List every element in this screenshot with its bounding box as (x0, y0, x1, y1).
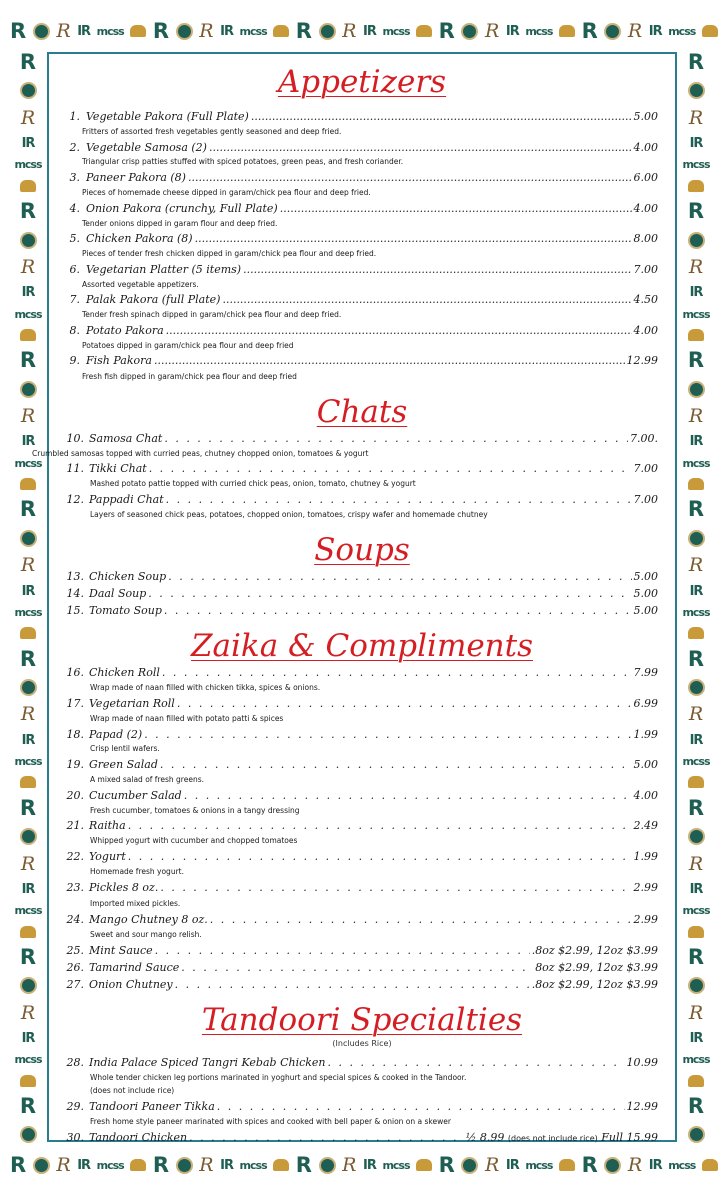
item-description: Fresh fish dipped in garam/chick pea flour and deep fried (82, 372, 297, 381)
border-r-logo-icon: R (687, 1094, 705, 1119)
border-roundel-icon (319, 1157, 336, 1174)
item-description: Potatoes dipped in garam/chick pea flour and deep fried (82, 341, 294, 350)
border-script-r-icon: R (342, 19, 357, 42)
item-description: Imported mixed pickles. (90, 899, 181, 908)
border-roundel-icon (688, 679, 705, 696)
border-tower-logo-icon: IR (689, 434, 703, 450)
border-boat-icon (688, 627, 704, 639)
menu-item: 20. Cucumber Salad . . . 4.00 (56, 789, 658, 805)
border-r-logo-icon: R (687, 497, 705, 522)
border-script-r-icon: R (688, 1001, 704, 1024)
border-boat-icon (273, 25, 289, 37)
section-title-appetizers: Appetizers (277, 64, 447, 100)
border-roundel-icon (20, 82, 37, 99)
border-tower-logo-icon: IR (363, 1157, 376, 1173)
border-roundel-icon (20, 381, 37, 398)
menu-item: 28. India Palace Spiced Tangri Kebab Chicken . . . 10.99 (56, 1056, 658, 1072)
menu-item: 4. Onion Pakora (crunchy, Full Plate) ..... 4.00 (56, 202, 658, 218)
border-tower-logo-icon: IR (21, 1031, 35, 1047)
border-tower-logo-icon: IR (689, 881, 703, 897)
border-tower-logo-icon: IR (21, 136, 35, 152)
border-boat-icon (416, 1159, 432, 1171)
border-boat-icon (416, 25, 432, 37)
border-roundel-icon (688, 1126, 705, 1143)
border-mcss-logo-icon: mcss (382, 1158, 410, 1172)
border-boat-icon (20, 329, 36, 341)
item-description: Crisp lentil wafers. (90, 744, 160, 753)
border-mcss-logo-icon: mcss (96, 1158, 124, 1172)
border-r-logo-icon: R (687, 348, 705, 373)
border-mcss-logo-icon: mcss (14, 158, 42, 172)
border-mcss-logo-icon: mcss (682, 158, 710, 172)
border-boat-icon (559, 1159, 575, 1171)
border-script-r-icon: R (20, 255, 36, 278)
border-mcss-logo-icon: mcss (682, 1053, 710, 1067)
border-tower-logo-icon: IR (689, 1031, 703, 1047)
border-r-logo-icon: R (19, 497, 37, 522)
border-script-r-icon: R (56, 19, 71, 42)
menu-item: 26. Tamarind Sauce . . . 8oz $2.99, 12oz $3.99 (56, 961, 658, 977)
border-tower-logo-icon: IR (21, 732, 35, 748)
border-tower-logo-icon: IR (648, 1157, 662, 1173)
menu-item: 11. Tikki Chat . . . 7.00 (56, 462, 658, 478)
border-mcss-logo-icon: mcss (14, 307, 42, 321)
border-script-r-icon: R (627, 1153, 643, 1176)
item-description: Fresh cucumber, tomatoes & onions in a tangy dressing (90, 806, 300, 815)
border-tower-logo-icon: IR (648, 23, 662, 39)
border-r-logo-icon: R (295, 1152, 312, 1177)
border-script-r-icon: R (20, 852, 36, 875)
border-r-logo-icon: R (19, 646, 37, 671)
border-boat-icon (20, 926, 36, 938)
border-roundel-icon (604, 1157, 621, 1174)
border-tower-logo-icon: IR (689, 285, 703, 301)
border-tower-logo-icon: IR (689, 136, 703, 152)
border-script-r-icon: R (20, 1001, 36, 1024)
border-r-logo-icon: R (19, 795, 37, 820)
border-r-logo-icon: R (19, 52, 37, 74)
border-script-r-icon: R (20, 554, 36, 577)
section-title-tandoori: Tandoori Specialties (201, 1002, 523, 1038)
border-mcss-logo-icon: mcss (14, 605, 42, 619)
border-roundel-icon (688, 530, 705, 547)
border-script-r-icon: R (199, 19, 214, 42)
border-roundel-icon (688, 977, 705, 994)
border-mcss-logo-icon: mcss (239, 1158, 267, 1172)
menu-item: 30. Tandoori Chicken . . . ½ 8.99 (does not include rice) Full 15.99 (56, 1131, 658, 1147)
menu-item: 2. Vegetable Samosa (2) ..... 4.00 (56, 141, 658, 157)
item-description: Homemade fresh yogurt. (90, 867, 184, 876)
border-boat-icon (702, 25, 718, 37)
price-note: (does not include rice) (507, 1134, 598, 1143)
item-description: Layers of seasoned chick peas, potatoes, chopped onion, tomatoes, crispy wafer and homemade chutney (90, 510, 488, 519)
border-tower-logo-icon: IR (21, 881, 35, 897)
border-tower-logo-icon: IR (220, 1157, 233, 1173)
menu-item: 10. Samosa Chat . . . 7.00. (56, 432, 658, 448)
menu-item: 12. Pappadi Chat . . . 7.00 (56, 493, 658, 509)
border-script-r-icon: R (20, 405, 36, 428)
border-r-logo-icon: R (581, 18, 598, 43)
border-mcss-logo-icon: mcss (382, 24, 410, 38)
border-r-logo-icon: R (10, 1152, 27, 1177)
menu-item: 13. Chicken Soup . . . 5.00 (56, 570, 658, 586)
border-mcss-logo-icon: mcss (96, 24, 124, 38)
menu-item: 23. Pickles 8 oz. . . . 2.99 (56, 881, 658, 897)
border-roundel-icon (33, 1157, 50, 1174)
border-r-logo-icon: R (438, 1152, 455, 1177)
border-roundel-icon (319, 23, 336, 40)
border-r-logo-icon: R (295, 18, 312, 43)
border-tower-logo-icon: IR (21, 583, 35, 599)
decorative-border-top (10, 14, 718, 48)
section-title-zaika: Zaika & Compliments (190, 628, 534, 664)
item-description: Pieces of tender fresh chicken dipped in garam/chick pea flour and deep fried. (82, 249, 377, 258)
menu-item: 16. Chicken Roll . . . 7.99 (56, 666, 658, 682)
border-boat-icon (688, 478, 704, 490)
menu-item: 27. Onion Chutney . . . .8oz $2.99, 12oz $3.99 (56, 978, 658, 994)
border-script-r-icon: R (199, 1153, 214, 1176)
menu-item: 9. Fish Pakora ..... 12.99 (56, 354, 658, 370)
section-title-chats: Chats (316, 394, 408, 430)
border-script-r-icon: R (485, 1153, 500, 1176)
border-r-logo-icon: R (19, 348, 37, 373)
border-mcss-logo-icon: mcss (14, 1053, 42, 1067)
item-description: Triangular crisp patties stuffed with spiced potatoes, green peas, and fresh coriander. (82, 157, 404, 166)
border-roundel-icon (176, 23, 193, 40)
border-script-r-icon: R (342, 1153, 357, 1176)
border-mcss-logo-icon: mcss (14, 755, 42, 769)
border-script-r-icon: R (688, 852, 704, 875)
border-mcss-logo-icon: mcss (668, 24, 696, 38)
item-description: Fresh home style paneer marinated with spices and cooked with bell paper & onion on a skewer (90, 1117, 451, 1126)
item-description: Tender onions dipped in garam flour and deep fried. (82, 219, 278, 228)
border-roundel-icon (688, 828, 705, 845)
price-full: Full 15.99 (601, 1131, 658, 1144)
border-script-r-icon: R (688, 405, 704, 428)
menu-item: 8. Potato Pakora ..... 4.00 (56, 324, 658, 340)
menu-item: 1. Vegetable Pakora (Full Plate) ..... 5.00 (56, 110, 658, 126)
border-mcss-logo-icon: mcss (682, 307, 710, 321)
border-r-logo-icon: R (687, 944, 705, 969)
border-boat-icon (20, 180, 36, 192)
border-mcss-logo-icon: mcss (14, 904, 42, 918)
border-mcss-logo-icon: mcss (239, 24, 267, 38)
border-tower-logo-icon: IR (21, 285, 35, 301)
item-description: Fritters of assorted fresh vegetables gently seasoned and deep fried. (82, 127, 342, 136)
menu-item: 5. Chicken Pakora (8) ..... 8.00 (56, 232, 658, 248)
decorative-border-bottom (10, 1148, 718, 1182)
border-tower-logo-icon: IR (77, 1157, 91, 1173)
section-note: (Includes Rice) (332, 1039, 392, 1048)
border-script-r-icon: R (56, 1153, 71, 1176)
menu-item: 17. Vegetarian Roll . . . 6.99 (56, 697, 658, 713)
border-roundel-icon (20, 530, 37, 547)
border-roundel-icon (20, 828, 37, 845)
border-mcss-logo-icon: mcss (668, 1158, 696, 1172)
decorative-border-left (14, 52, 42, 1144)
menu-item: 14. Daal Soup . . . 5.00 (56, 587, 658, 603)
border-boat-icon (20, 1075, 36, 1087)
menu-item: 25. Mint Sauce . . . .8oz $2.99, 12oz $3.99 (56, 944, 658, 960)
border-mcss-logo-icon: mcss (525, 1158, 553, 1172)
border-script-r-icon: R (688, 255, 704, 278)
border-tower-logo-icon: IR (220, 23, 233, 39)
border-boat-icon (20, 478, 36, 490)
price-half: ½ 8.99 (465, 1131, 505, 1144)
menu-item: 6. Vegetarian Platter (5 items) ..... 7.00 (56, 263, 658, 279)
item-description-note: (does not include rice) (90, 1086, 175, 1095)
item-description: Pieces of homemade cheese dipped in garam/chick pea flour and deep fried. (82, 188, 371, 197)
border-roundel-icon (20, 679, 37, 696)
border-tower-logo-icon: IR (689, 732, 703, 748)
item-description: Whipped yogurt with cucumber and chopped tomatoes (90, 836, 298, 845)
border-r-logo-icon: R (19, 1094, 37, 1119)
menu-item: 22. Yogurt . . . 1.99 (56, 850, 658, 866)
border-r-logo-icon: R (687, 52, 705, 74)
border-r-logo-icon: R (10, 18, 27, 43)
border-boat-icon (20, 627, 36, 639)
border-r-logo-icon: R (19, 944, 37, 969)
border-script-r-icon: R (688, 703, 704, 726)
border-r-logo-icon: R (152, 1152, 170, 1177)
menu-item: 24. Mango Chutney 8 oz. . . . 2.99 (56, 913, 658, 929)
border-script-r-icon: R (20, 703, 36, 726)
item-description: Tender fresh spinach dipped in garam/chick pea flour and deep fried. (82, 310, 342, 319)
border-mcss-logo-icon: mcss (525, 24, 553, 38)
border-script-r-icon: R (485, 19, 500, 42)
item-description: Wrap made of naan filled with chicken tikka, spices & onions. (90, 683, 321, 692)
border-roundel-icon (176, 1157, 193, 1174)
menu-item: 18. Papad (2) . . . 1.99 (56, 728, 658, 744)
border-script-r-icon: R (688, 554, 704, 577)
item-description: Whole tender chicken leg portions marinated in yoghurt and special spices & cooked in the Tandoor. (90, 1073, 467, 1082)
item-description: Wrap made of naan filled with potato patti & spices (90, 714, 284, 723)
border-boat-icon (688, 776, 704, 788)
menu-item: 3. Paneer Pakora (8) ..... 6.00 (56, 171, 658, 187)
border-r-logo-icon: R (19, 199, 37, 224)
border-boat-icon (688, 926, 704, 938)
border-roundel-icon (20, 232, 37, 249)
item-description: Mashed potato pattie topped with curried chick peas, onion, tomato, chutney & yogurt (90, 479, 416, 488)
border-mcss-logo-icon: mcss (682, 605, 710, 619)
border-tower-logo-icon: IR (689, 583, 703, 599)
border-roundel-icon (20, 977, 37, 994)
border-roundel-icon (33, 23, 50, 40)
border-script-r-icon: R (627, 19, 643, 42)
menu-item: 19. Green Salad . . . 5.00 (56, 758, 658, 774)
border-mcss-logo-icon: mcss (682, 456, 710, 470)
border-roundel-icon (20, 1126, 37, 1143)
border-boat-icon (20, 776, 36, 788)
border-r-logo-icon: R (687, 646, 705, 671)
border-script-r-icon: R (20, 106, 36, 129)
section-title-soups: Soups (314, 532, 410, 568)
border-boat-icon (559, 25, 575, 37)
border-roundel-icon (604, 23, 621, 40)
border-boat-icon (130, 25, 146, 37)
border-tower-logo-icon: IR (363, 23, 376, 39)
border-r-logo-icon: R (687, 795, 705, 820)
menu-item: 15. Tomato Soup . . . 5.00 (56, 604, 658, 620)
border-boat-icon (688, 1075, 704, 1087)
menu-item: 21. Raitha . . . 2.49 (56, 819, 658, 835)
border-r-logo-icon: R (687, 199, 705, 224)
border-roundel-icon (461, 23, 478, 40)
border-tower-logo-icon: IR (77, 23, 91, 39)
border-r-logo-icon: R (581, 1152, 598, 1177)
border-roundel-icon (688, 82, 705, 99)
item-description: Assorted vegetable appetizers. (82, 280, 199, 289)
border-boat-icon (688, 329, 704, 341)
border-roundel-icon (461, 1157, 478, 1174)
border-boat-icon (130, 1159, 146, 1171)
decorative-border-right (682, 52, 710, 1144)
border-mcss-logo-icon: mcss (682, 904, 710, 918)
menu-item: 29. Tandoori Paneer Tikka . . . 12.99 (56, 1100, 658, 1116)
border-r-logo-icon: R (438, 18, 455, 43)
item-description: A mixed salad of fresh greens. (90, 775, 204, 784)
border-boat-icon (702, 1159, 718, 1171)
border-boat-icon (688, 180, 704, 192)
border-script-r-icon: R (688, 106, 704, 129)
border-mcss-logo-icon: mcss (14, 456, 42, 470)
menu-item: 7. Palak Pakora (full Plate) ..... 4.50 (56, 293, 658, 309)
border-r-logo-icon: R (152, 18, 170, 43)
item-description: Crumbled samosas topped with curried peas, chutney chopped onion, tomatoes & yogurt (32, 449, 369, 458)
border-tower-logo-icon: IR (505, 23, 519, 39)
border-tower-logo-icon: IR (505, 1157, 519, 1173)
border-roundel-icon (688, 232, 705, 249)
item-description: Sweet and sour mango relish. (90, 930, 202, 939)
border-mcss-logo-icon: mcss (682, 755, 710, 769)
border-tower-logo-icon: IR (21, 434, 35, 450)
border-roundel-icon (688, 381, 705, 398)
border-boat-icon (273, 1159, 289, 1171)
